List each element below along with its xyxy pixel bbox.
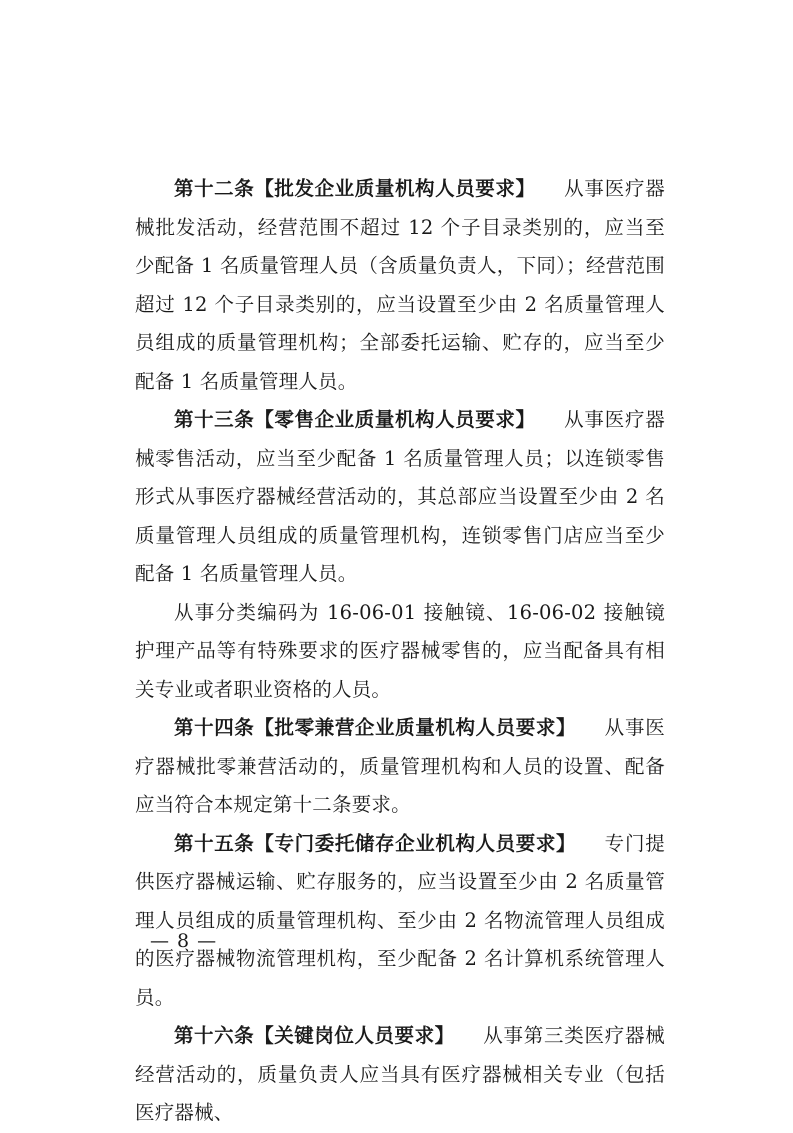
page-number: — 8 — bbox=[150, 930, 218, 952]
article-body bbox=[135, 170, 665, 1133]
article-16-text: 从事第三类医疗器械经营活动的，质量负责人应当具有医疗器械相关专业（包括医疗器械、 bbox=[135, 1024, 665, 1124]
article-13-text: 从事医疗器械零售活动，应当至少配备 1 名质量管理人员；以连锁零售形式从事医疗器械经营活动的，其总部应当设置至少由 2 名质量管理人员组成的质量管理机构，连锁零售门店应当至少配备 1 名质量管理人员。 bbox=[135, 408, 665, 585]
article-16-heading: 第十六条【关键岗位人员要求】 bbox=[174, 1024, 455, 1047]
article-16-paragraph bbox=[135, 1017, 665, 1133]
article-13-sub-text: 从事分类编码为 16-06-01 接触镜、16-06-02 接触镜护理产品等有特殊要求的医疗器械零售的，应当配备具有相关专业或者职业资格的人员。 bbox=[135, 600, 665, 701]
article-14-text: 从事医疗器械批零兼营活动的，质量管理机构和人员的设置、配备应当符合本规定第十二条要求。 bbox=[135, 716, 665, 816]
article-13-sub-paragraph bbox=[135, 594, 665, 710]
article-14-paragraph bbox=[135, 709, 665, 825]
article-12-heading: 第十二条【批发企业质量机构人员要求】 bbox=[174, 177, 536, 200]
article-12-paragraph bbox=[135, 170, 665, 401]
article-15-heading: 第十五条【专门委托储存企业机构人员要求】 bbox=[174, 831, 577, 855]
article-13-heading: 第十三条【零售企业质量机构人员要求】 bbox=[174, 408, 536, 431]
article-13-paragraph bbox=[135, 401, 665, 594]
article-14-heading: 第十四条【批零兼营企业质量机构人员要求】 bbox=[174, 716, 577, 739]
article-15-paragraph bbox=[135, 825, 665, 1018]
article-12-text: 从事医疗器械批发活动，经营范围不超过 12 个子目录类别的，应当至少配备 1 名质量管理人员（含质量负责人，下同）；经营范围超过 12 个子目录类别的，应当设置至少由 2 名质量管理人员组成的质量管理机构；全部委托运输、贮存的，应当至少配备 1 名质量管理人员。 bbox=[135, 177, 665, 393]
article-15-text: 专门提供医疗器械运输、贮存服务的，应当设置至少由 2 名质量管理人员组成的质量管理机构、至少由 2 名物流管理人员组成的医疗器械物流管理机构，至少配备 2 名计算机系统管理人员。 bbox=[135, 831, 665, 1009]
